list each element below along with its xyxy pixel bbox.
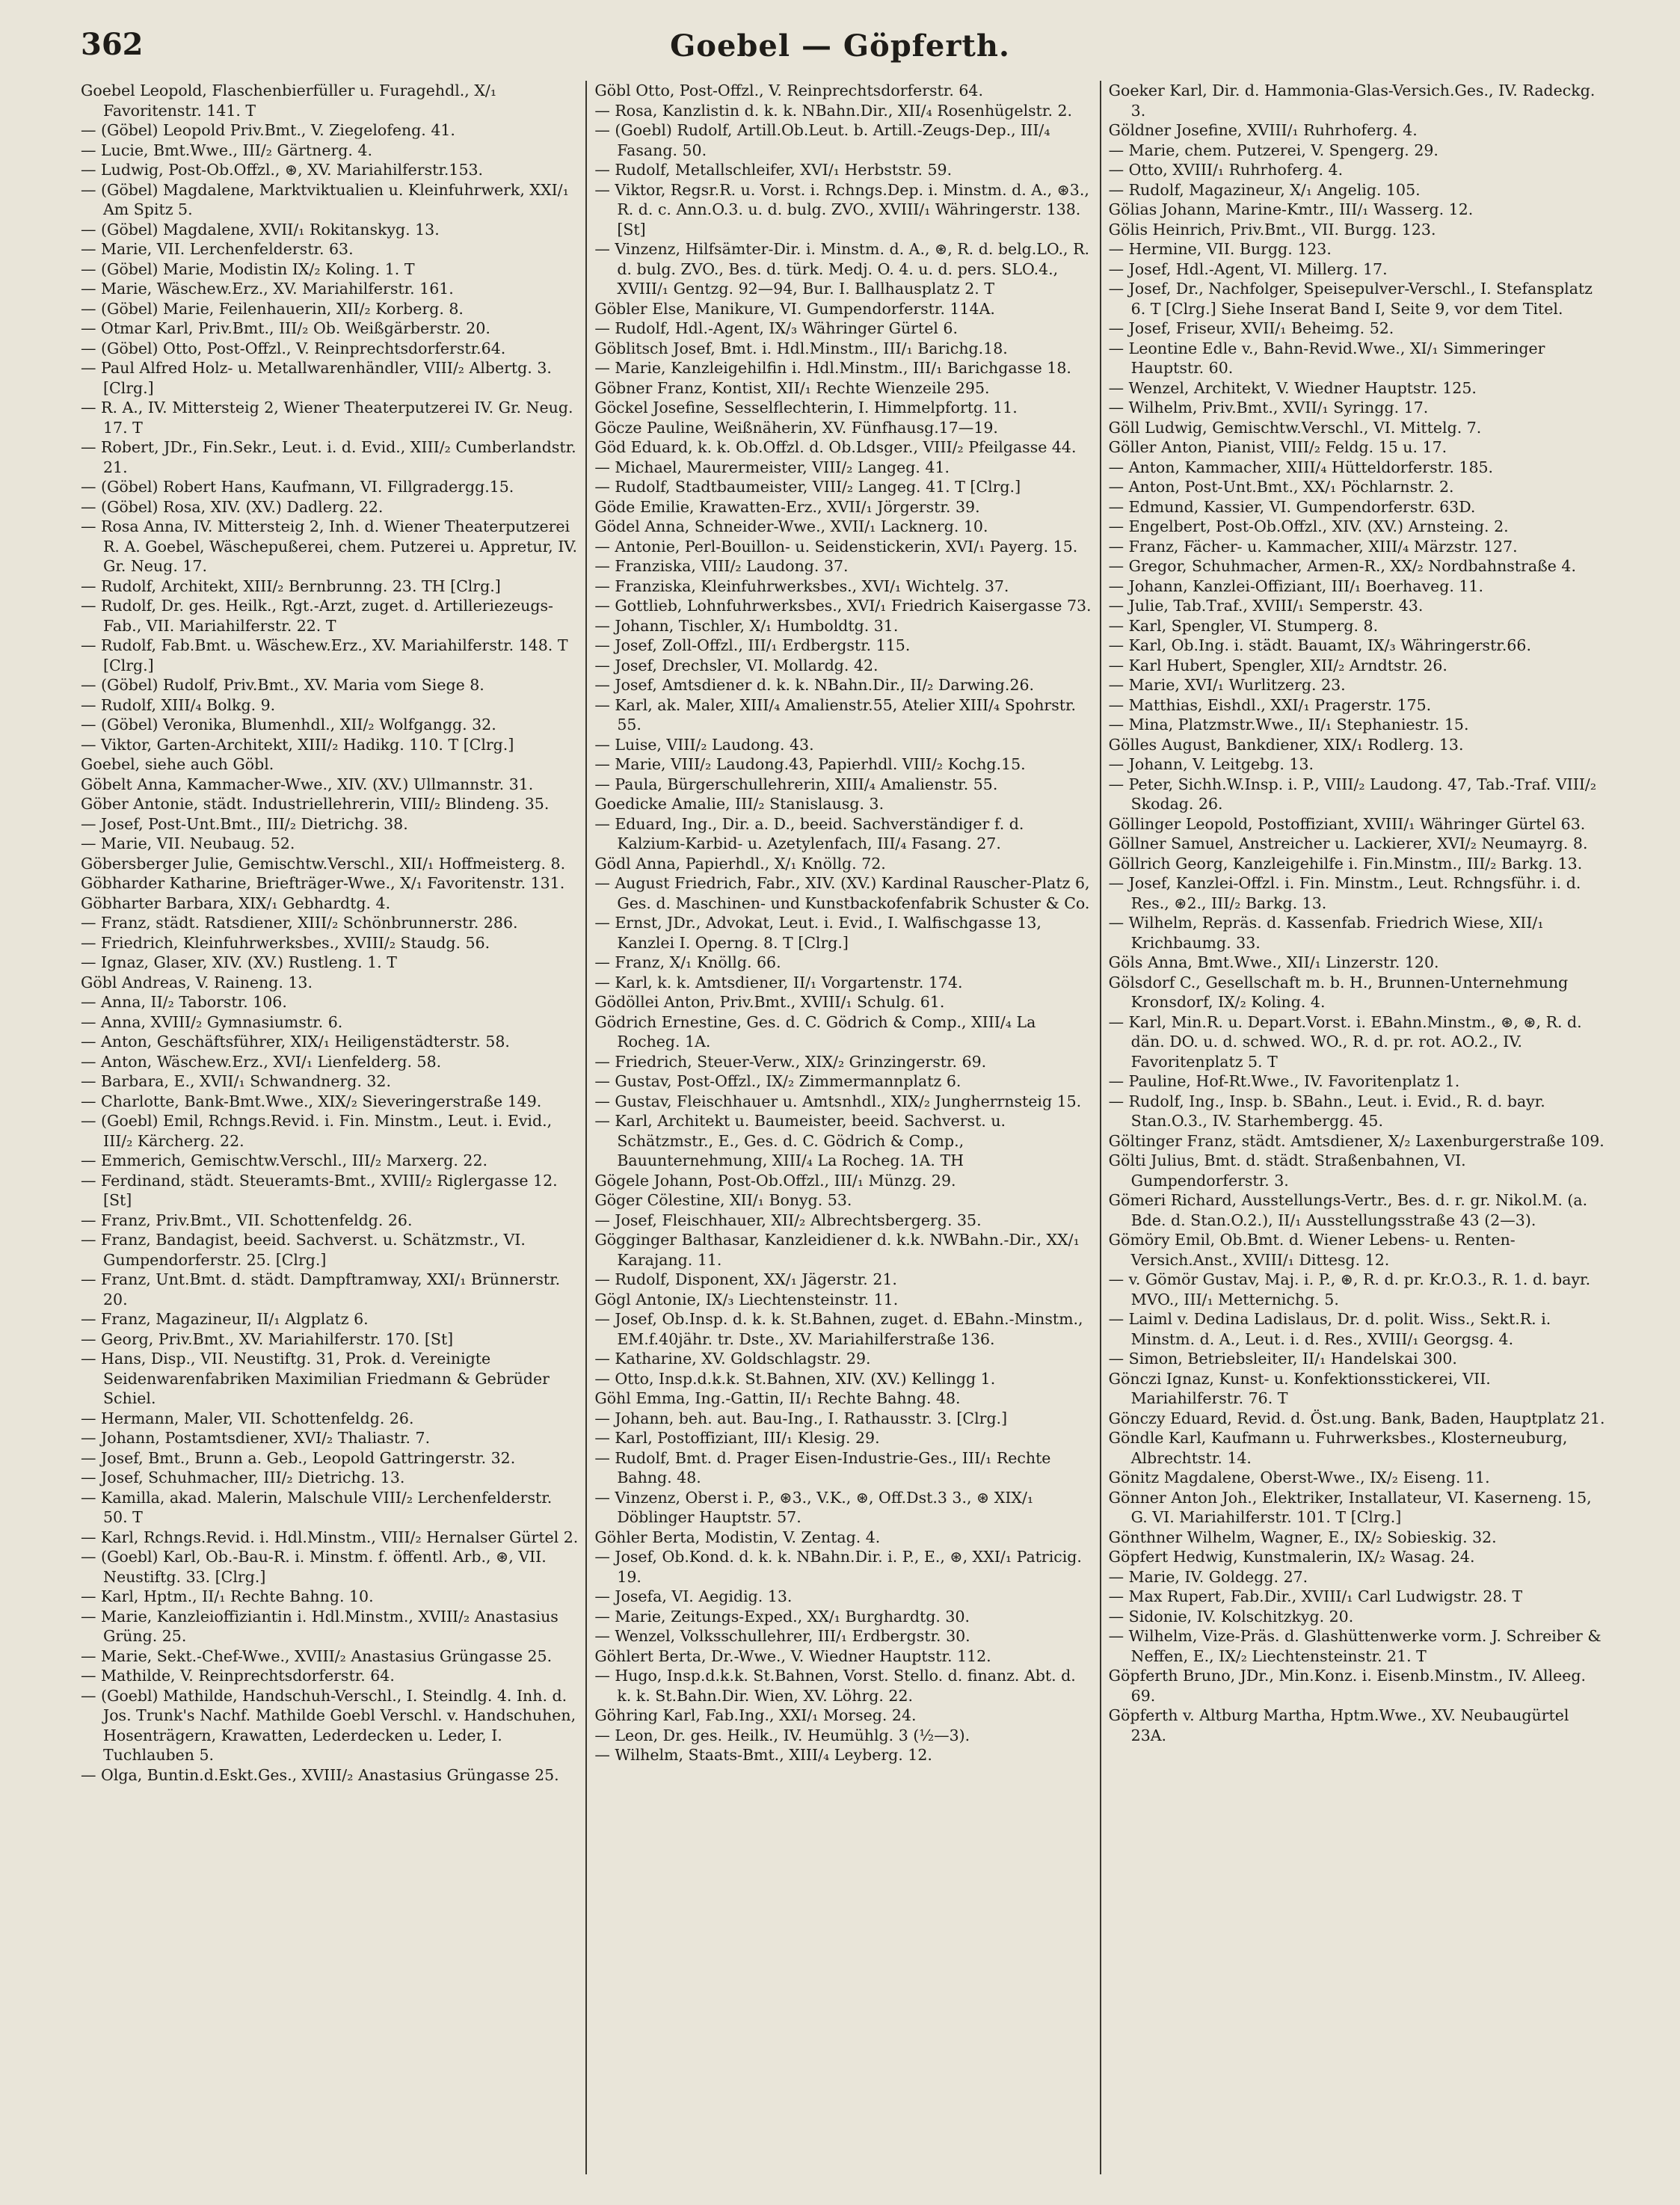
directory-entry: — Hugo, Insp.d.k.k. St.Bahnen, Vorst. Stello. d. finanz. Abt. d. k. k. St.Bahn.Dir. Wien, XV. Löhrg. 22. — [594, 1667, 1076, 1705]
directory-entry: Gönitz Magdalene, Oberst-Wwe., IX/₂ Eiseng. 11. — [1108, 1469, 1490, 1486]
directory-entry: — Franz, X/₁ Knöllg. 66. — [594, 953, 781, 971]
directory-entry: — Josefa, VI. Aegidig. 13. — [594, 1587, 793, 1605]
directory-entry: — Antonie, Perl-Bouillon- u. Seidenstickerin, XVI/₁ Payerg. 15. — [594, 537, 1078, 556]
directory-entry: — Matthias, Eishdl., XXI/₁ Pragerstr. 175. — [1108, 695, 1432, 714]
directory-entry: — Engelbert, Post-Ob.Offzl., XIV. (XV.) Arnsteing. 2. — [1108, 517, 1509, 535]
directory-entry: — Leon, Dr. ges. Heilk., IV. Heumühlg. 3 (½—3). — [594, 1726, 970, 1744]
directory-entry: — Marie, Wäschew.Erz., XV. Mariahilferstr. 161. — [81, 280, 454, 298]
directory-entry: — Josef, Drechsler, VI. Mollardg. 42. — [594, 656, 879, 674]
directory-entry: — v. Gömör Gustav, Maj. i. P., ⊛, R. d. pr. Kr.O.3., R. 1. d. bayr. MVO., III/₁ Metternichg. 5. — [1108, 1270, 1591, 1308]
directory-entry: — Karl, Min.R. u. Depart.Vorst. i. EBahn.Minstm., ⊛, ⊛, R. d. dän. DO. u. d. schwed. WO., R. d. pr. rot. AO.2., IV. Favoritenplatz 5. T — [1108, 1012, 1582, 1071]
directory-entry: — Karl Hubert, Spengler, XII/₂ Arndtstr. 26. — [1108, 656, 1447, 674]
directory-entry: — Anna, XVIII/₂ Gymnasiumstr. 6. — [81, 1012, 343, 1031]
directory-entry: — Rudolf, Architekt, XIII/₂ Bernbrunng. 23. TH [Clrg.] — [81, 576, 501, 595]
directory-entry: — Friedrich, Kleinfuhrwerksbes., XVIII/₂ Staudg. 56. — [81, 933, 490, 952]
directory-entry: Gömeri Richard, Ausstellungs-Vertr., Bes. d. r. gr. Nikol.M. (a. Bde. d. Stan.O.2.), II/₁ Ausstellungsstraße 43 (2—3). — [1108, 1191, 1588, 1229]
directory-entry: Gömöry Emil, Ob.Bmt. d. Wiener Lebens- u. Renten-Versich.Anst., XVIII/₁ Dittesg. 12. — [1108, 1231, 1516, 1269]
directory-entry: Göhring Karl, Fab.Ing., XXI/₁ Morseg. 24. — [594, 1706, 917, 1724]
directory-entry: Göbner Franz, Kontist, XII/₁ Rechte Wienzeile 295. — [594, 378, 990, 397]
directory-entry: — Josef, Dr., Nachfolger, Speisepulver-Verschl., I. Stefansplatz 6. T [Clrg.] Siehe Inserat Band I, Seite 9, vor dem Titel. — [1108, 280, 1593, 318]
directory-entry: — Rudolf, Magazineur, X/₁ Angelig. 105. — [1108, 180, 1421, 199]
directory-entry: — Paula, Bürgerschullehrerin, XIII/₄ Amalienstr. 55. — [594, 775, 998, 793]
directory-entry: — Friedrich, Steuer-Verw., XIX/₂ Grinzingerstr. 69. — [594, 1052, 987, 1071]
directory-entry: — Wilhelm, Staats-Bmt., XIII/₄ Leyberg. 12. — [594, 1746, 932, 1764]
directory-entry: — Otto, XVIII/₁ Ruhrhoferg. 4. — [1108, 161, 1344, 179]
directory-entry: — Mina, Platzmstr.Wwe., II/₁ Stephaniestr. 15. — [1108, 716, 1469, 734]
directory-entry: — Hermann, Maler, VII. Schottenfeldg. 26. — [81, 1409, 414, 1427]
directory-entry: — (Göbel) Magdalene, XVII/₁ Rokitanskyg. 13. — [81, 220, 440, 239]
directory-entry: — Karl, Postoffiziant, III/₁ Klesig. 29. — [594, 1429, 880, 1447]
directory-entry: — Anton, Geschäftsführer, XIX/₁ Heiligenstädterstr. 58. — [81, 1033, 510, 1051]
directory-entry: — (Göbel) Veronika, Blumenhdl., XII/₂ Wolfgangg. 32. — [81, 716, 496, 734]
directory-entry: — Josef, Bmt., Brunn a. Geb., Leopold Gattringerstr. 32. — [81, 1448, 516, 1467]
directory-entry: — Viktor, Garten-Architekt, XIII/₂ Hadikg. 110. T [Clrg.] — [81, 735, 514, 754]
directory-entry: Göckel Josefine, Sesselflechterin, I. Himmelpfortg. 11. — [594, 399, 1018, 416]
directory-columns — [81, 81, 1613, 2174]
directory-entry: — Luise, VIII/₂ Laudong. 43. — [594, 735, 814, 754]
column-2 — [585, 81, 1099, 2174]
directory-entry: — Marie, XVI/₁ Wurlitzerg. 23. — [1108, 676, 1346, 694]
directory-entry: — Franz, Priv.Bmt., VII. Schottenfeldg. 26. — [81, 1211, 413, 1229]
directory-entry: — Marie, Sekt.-Chef-Wwe., XVIII/₂ Anastasius Grüngasse 25. — [81, 1646, 553, 1665]
directory-entry: — Franz, städt. Ratsdiener, XIII/₂ Schönbrunnerstr. 286. — [81, 914, 518, 932]
directory-entry: — (Goebl) Mathilde, Handschuh-Verschl., I. Steindlg. 4. Inh. d. Jos. Trunk's Nachf. Mathilde Goebl Verschl. v. Handschuhen, Hosenträgern, Krawatten, Lederdecken u. Leder, I. Tuchlauben 5. — [81, 1686, 576, 1764]
directory-entry: — Katharine, XV. Goldschlagstr. 29. — [594, 1350, 871, 1368]
directory-entry: — Marie, VIII/₂ Laudong.43, Papierhdl. VIII/₂ Kochg.15. — [594, 755, 1026, 773]
directory-entry: — Josef, Amtsdiener d. k. k. NBahn.Dir., II/₂ Darwing.26. — [594, 676, 1035, 694]
directory-entry: — Anton, Wäschew.Erz., XVI/₁ Lienfelderg. 58. — [81, 1052, 442, 1071]
directory-entry: — Wilhelm, Repräs. d. Kassenfab. Friedrich Wiese, XII/₁ Krichbaumg. 33. — [1108, 914, 1544, 952]
directory-entry: — Josef, Schuhmacher, III/₂ Dietrichg. 13. — [81, 1469, 405, 1486]
directory-entry: — (Göbel) Robert Hans, Kaufmann, VI. Fillgradergg.15. — [81, 478, 514, 496]
directory-entry: — Johann, Tischler, X/₁ Humboldtg. 31. — [594, 616, 899, 635]
directory-entry: — Johann, V. Leitgebg. 13. — [1108, 755, 1314, 773]
directory-entry: Göll Ludwig, Gemischtw.Verschl., VI. Mittelg. 7. — [1108, 418, 1482, 437]
directory-entry: — Rosa Anna, IV. Mittersteig 2, Inh. d. Wiener Theaterputzerei R. A. Goebel, Wäschepußerei, chem. Putzerei u. Appretur, IV. Gr. Neug. 17. — [81, 517, 578, 575]
directory-entry: — Franz, Bandagist, beeid. Sachverst. u. Schätzmstr., VI. Gumpendorferstr. 25. [Clrg.] — [81, 1231, 526, 1269]
directory-entry: — (Göbel) Marie, Feilenhauerin, XII/₂ Korberg. 8. — [81, 299, 464, 318]
directory-entry: — (Goebl) Rudolf, Artill.Ob.Leut. b. Artill.-Zeugs-Dep., III/₄ Fasang. 50. — [594, 121, 1050, 159]
directory-entry: — Sidonie, IV. Kolschitzkyg. 20. — [1108, 1607, 1354, 1626]
directory-entry: — Leontine Edle v., Bahn-Revid.Wwe., XI/₁ Simmeringer Hauptstr. 60. — [1108, 339, 1545, 377]
directory-entry: — Wilhelm, Priv.Bmt., XVII/₁ Syringg. 17. — [1108, 399, 1429, 416]
directory-entry: — Rudolf, Ing., Insp. b. SBahn., Leut. i. Evid., R. d. bayr. Stan.O.3., IV. Starhembergg. 45. — [1108, 1092, 1545, 1130]
directory-entry: — Josef, Ob.Insp. d. k. k. St.Bahnen, zuget. d. EBahn.-Minstm., EM.f.40jähr. tr. Dste., XV. Mariahilferstraße 136. — [594, 1310, 1083, 1348]
directory-entry: — Josef, Friseur, XVII/₁ Beheimg. 52. — [1108, 319, 1394, 337]
directory-entry: — Vinzenz, Oberst i. P., ⊛3., V.K., ⊛, Off.Dst.3 3., ⊛ XIX/₁ Döblinger Hauptstr. 57. — [594, 1488, 1034, 1526]
directory-entry: — Simon, Betriebsleiter, II/₁ Handelskai 300. — [1108, 1350, 1457, 1368]
directory-entry: — Karl, k. k. Amtsdiener, II/₁ Vorgartenstr. 174. — [594, 973, 963, 991]
column-1 — [81, 81, 585, 2174]
directory-entry: Goebel Leopold, Flaschenbierfüller u. Furagehdl., X/₁ Favoritenstr. 141. T — [81, 82, 497, 120]
directory-entry: — Marie, Zeitungs-Exped., XX/₁ Burghardtg. 30. — [594, 1607, 970, 1626]
directory-entry: Göbharter Barbara, XIX/₁ Gebhardtg. 4. — [81, 894, 391, 912]
directory-entry: — Robert, JDr., Fin.Sekr., Leut. i. d. Evid., XIII/₂ Cumberlandstr. 21. — [81, 438, 576, 476]
page-number: 362 — [81, 27, 144, 62]
directory-entry: — Wenzel, Volksschullehrer, III/₁ Erdbergstr. 30. — [594, 1627, 970, 1645]
directory-entry: — Anton, Post-Unt.Bmt., XX/₁ Pöchlarnstr. 2. — [1108, 478, 1454, 496]
directory-entry: — Gustav, Fleischhauer u. Amtsnhdl., XIX/₂ Jungherrnsteig 15. — [594, 1092, 1082, 1110]
directory-entry: Goebel, siehe auch Göbl. — [81, 755, 274, 773]
directory-entry: Göller Anton, Pianist, VIII/₂ Feldg. 15 u. 17. — [1108, 438, 1447, 456]
directory-entry: Gönthner Wilhelm, Wagner, E., IX/₂ Sobieskig. 32. — [1108, 1528, 1497, 1546]
directory-entry: — Rudolf, Hdl.-Agent, IX/₃ Währinger Gürtel 6. — [594, 319, 958, 337]
directory-entry: — Ernst, JDr., Advokat, Leut. i. Evid., I. Walfischgasse 13, Kanzlei I. Operng. 8. T [Clrg.] — [594, 914, 1041, 952]
directory-entry: — Max Rupert, Fab.Dir., XVIII/₁ Carl Ludwigstr. 28. T — [1108, 1587, 1523, 1605]
directory-entry: Gönczi Ignaz, Kunst- u. Konfektionsstickerei, VII. Mariahilferstr. 76. T — [1108, 1369, 1491, 1407]
directory-entry: — (Goebl) Karl, Ob.-Bau-R. i. Minstm. f. öffentl. Arb., ⊛, VII. Neustiftg. 33. [Clrg.] — [81, 1548, 547, 1586]
directory-entry: — Wenzel, Architekt, V. Wiedner Hauptstr. 125. — [1108, 378, 1477, 397]
directory-entry: — Josef, Post-Unt.Bmt., III/₂ Dietrichg. 38. — [81, 814, 408, 833]
directory-entry: — Josef, Hdl.-Agent, VI. Millerg. 17. — [1108, 259, 1388, 278]
directory-entry: Göls Anna, Bmt.Wwe., XII/₁ Linzerstr. 120. — [1108, 953, 1439, 971]
directory-entry: — Michael, Maurermeister, VIII/₂ Langeg. 41. — [594, 458, 950, 476]
directory-entry: — Laiml v. Dedina Ladislaus, Dr. d. polit. Wiss., Sekt.R. i. Minstm. d. A., Leut. i. d. Res., XVIII/₁ Georgsg. 4. — [1108, 1310, 1551, 1348]
directory-entry: Goeker Karl, Dir. d. Hammonia-Glas-Versich.Ges., IV. Radeckg. 3. — [1108, 82, 1596, 120]
directory-entry: Goedicke Amalie, III/₂ Stanislausg. 3. — [594, 795, 884, 813]
directory-entry: Gölis Heinrich, Priv.Bmt., VII. Burgg. 123. — [1108, 220, 1436, 239]
directory-entry: — Karl, Rchngs.Revid. i. Hdl.Minstm., VIII/₂ Hernalser Gürtel 2. — [81, 1528, 579, 1546]
directory-entry: — August Friedrich, Fabr., XIV. (XV.) Kardinal Rauscher-Platz 6, Ges. d. Maschinen- und Kunstbackofenfabrik Schuster & Co. — [594, 874, 1090, 912]
directory-entry: — Hans, Disp., VII. Neustiftg. 31, Prok. d. Vereinigte Seidenwarenfabriken Maximilian Friedmann & Gebrüder Schiel. — [81, 1350, 550, 1407]
directory-entry: — Eduard, Ing., Dir. a. D., beeid. Sachverständiger f. d. Kalzium-Karbid- u. Azetylenfach, III/₄ Fasang. 27. — [594, 814, 1024, 852]
directory-entry: Göbler Else, Manikure, VI. Gumpendorferstr. 114A. — [594, 299, 995, 318]
directory-entry: — Ignaz, Glaser, XIV. (XV.) Rustleng. 1. T — [81, 953, 397, 971]
directory-entry: — Karl, Ob.Ing. i. städt. Bauamt, IX/₃ Währingerstr.66. — [1108, 636, 1531, 654]
directory-entry: — Barbara, E., XVII/₁ Schwandnerg. 32. — [81, 1072, 391, 1090]
directory-entry: Gölles August, Bankdiener, XIX/₁ Rodlerg. 13. — [1108, 735, 1464, 754]
directory-entry: Göllner Samuel, Anstreicher u. Lackierer, XVI/₂ Neumayrg. 8. — [1108, 834, 1588, 852]
directory-entry: Göber Antonie, städt. Industriellehrerin, VIII/₂ Blindeng. 35. — [81, 795, 550, 813]
directory-entry: — Mathilde, V. Reinprechtsdorferstr. 64. — [81, 1667, 395, 1685]
directory-entry: Gödrich Ernestine, Ges. d. C. Gödrich & Comp., XIII/₄ La Rocheg. 1A. — [594, 1012, 1036, 1051]
directory-entry: — Rosa, Kanzlistin d. k. k. NBahn.Dir., XII/₄ Rosenhügelstr. 2. — [594, 101, 1073, 120]
directory-entry: Göbharder Katharine, Briefträger-Wwe., X/₁ Favoritenstr. 131. — [81, 874, 565, 892]
directory-entry: — Olga, Buntin.d.Eskt.Ges., XVIII/₂ Anastasius Grüngasse 25. — [81, 1765, 559, 1784]
directory-entry: — Anton, Kammacher, XIII/₄ Hütteldorferstr. 185. — [1108, 458, 1494, 476]
directory-entry: Gölti Julius, Bmt. d. städt. Straßenbahnen, VI. Gumpendorferstr. 3. — [1108, 1151, 1466, 1190]
directory-entry: — Anna, II/₂ Taborstr. 106. — [81, 993, 287, 1011]
directory-entry: Göpfert Hedwig, Kunstmalerin, IX/₂ Wasag. 24. — [1108, 1548, 1475, 1566]
directory-entry: — Charlotte, Bank-Bmt.Wwe., XIX/₂ Sieveringerstraße 149. — [81, 1092, 542, 1110]
directory-entry: — Marie, chem. Putzerei, V. Spengerg. 29. — [1108, 141, 1439, 159]
running-head: Goebel — Göpferth. — [670, 28, 1010, 64]
directory-entry: Göndle Karl, Kaufmann u. Fuhrwerksbes., Klosterneuburg, Albrechtstr. 14. — [1108, 1429, 1568, 1467]
directory-entry: — Franz, Fächer- u. Kammacher, XIII/₄ Märzstr. 127. — [1108, 537, 1518, 556]
directory-entry: Göbl Andreas, V. Raineng. 13. — [81, 973, 313, 991]
directory-entry: — Rudolf, Metallschleifer, XVI/₁ Herbststr. 59. — [594, 161, 953, 179]
directory-entry: Gönczy Eduard, Revid. d. Öst.ung. Bank, Baden, Hauptplatz 21. — [1108, 1409, 1605, 1427]
directory-entry: — Karl, ak. Maler, XIII/₄ Amalienstr.55, Atelier XIII/₄ Spohrstr. 55. — [594, 695, 1077, 734]
directory-entry: Gödl Anna, Papierhdl., X/₁ Knöllg. 72. — [594, 854, 886, 873]
directory-entry: — (Göbel) Magdalene, Marktviktualien u. Kleinfuhrwerk, XXI/₁ Am Spitz 5. — [81, 180, 569, 218]
directory-entry: — Pauline, Hof-Rt.Wwe., IV. Favoritenplatz 1. — [1108, 1072, 1460, 1090]
directory-entry: — Rudolf, Dr. ges. Heilk., Rgt.-Arzt, zuget. d. Artilleriezeugs-Fab., VII. Mariahilferstr. 22. T — [81, 597, 553, 635]
directory-entry: — Ferdinand, städt. Steueramts-Bmt., XVIII/₂ Riglergasse 12. [St] — [81, 1171, 558, 1209]
directory-entry: Göhlert Berta, Dr.-Wwe., V. Wiedner Hauptstr. 112. — [594, 1646, 991, 1665]
directory-entry: — Georg, Priv.Bmt., XV. Mariahilferstr. 170. [St] — [81, 1329, 454, 1348]
directory-entry: — Karl, Hptm., II/₁ Rechte Bahng. 10. — [81, 1587, 374, 1605]
directory-entry: Göger Cölestine, XII/₁ Bonyg. 53. — [594, 1191, 852, 1209]
directory-entry: Göldner Josefine, XVIII/₁ Ruhrhoferg. 4. — [1108, 121, 1418, 139]
directory-entry: — Lucie, Bmt.Wwe., III/₂ Gärtnerg. 4. — [81, 141, 373, 159]
directory-entry: Gölias Johann, Marine-Kmtr., III/₁ Wasserg. 12. — [1108, 200, 1474, 218]
directory-entry: Gögl Antonie, IX/₃ Liechtensteinstr. 11. — [594, 1290, 899, 1308]
directory-entry: Göhl Emma, Ing.-Gattin, II/₁ Rechte Bahng. 48. — [594, 1389, 961, 1407]
directory-entry: — Karl, Spengler, VI. Stumperg. 8. — [1108, 616, 1379, 635]
directory-entry: — Otto, Insp.d.k.k. St.Bahnen, XIV. (XV.) Kellingg 1. — [594, 1369, 996, 1388]
directory-entry: Göpferth Bruno, JDr., Min.Konz. i. Eisenb.Minstm., IV. Alleeg. 69. — [1108, 1667, 1587, 1705]
directory-entry: — Johann, Kanzlei-Offiziant, III/₁ Boerhaveg. 11. — [1108, 576, 1483, 595]
directory-entry: — Gregor, Schuhmacher, Armen-R., XX/₂ Nordbahnstraße 4. — [1108, 557, 1576, 575]
directory-entry: — Rudolf, Fab.Bmt. u. Wäschew.Erz., XV. Mariahilferstr. 148. T [Clrg.] — [81, 636, 568, 674]
directory-entry: — Gustav, Post-Offzl., IX/₂ Zimmermannplatz 6. — [594, 1072, 961, 1090]
directory-entry: — Hermine, VII. Burgg. 123. — [1108, 240, 1332, 258]
directory-entry: — Josef, Zoll-Offzl., III/₁ Erdbergstr. 115. — [594, 636, 911, 654]
directory-entry: — (Göbel) Marie, Modistin IX/₂ Koling. 1. T — [81, 259, 415, 278]
directory-entry: — Kamilla, akad. Malerin, Malschule VIII/₂ Lerchenfelderstr. 50. T — [81, 1488, 553, 1526]
directory-entry: — Rudolf, Disponent, XX/₁ Jägerstr. 21. — [594, 1270, 897, 1288]
directory-entry: — (Göbel) Rosa, XIV. (XV.) Dadlerg. 22. — [81, 497, 384, 516]
directory-entry: — Franziska, VIII/₂ Laudong. 37. — [594, 557, 849, 575]
directory-entry: — Otmar Karl, Priv.Bmt., III/₂ Ob. Weißgärberstr. 20. — [81, 319, 490, 337]
directory-entry: — Franz, Unt.Bmt. d. städt. Dampftramway, XXI/₁ Brünnerstr. 20. — [81, 1270, 561, 1308]
directory-entry: — Viktor, Regsr.R. u. Vorst. i. Rchngs.Dep. i. Minstm. d. A., ⊛3., R. d. c. Ann.O.3. u. d. bulg. ZVO., XVIII/₁ Währingerstr. 138. [St] — [594, 180, 1089, 239]
directory-entry: Göbersberger Julie, Gemischtw.Verschl., XII/₁ Hoffmeisterg. 8. — [81, 854, 566, 873]
directory-entry: — Franz, Magazineur, II/₁ Algplatz 6. — [81, 1310, 369, 1328]
directory-entry: — Marie, IV. Goldegg. 27. — [1108, 1567, 1308, 1586]
directory-entry: — Marie, Kanzleigehilfin i. Hdl.Minstm., III/₁ Barichgasse 18. — [594, 359, 1071, 377]
directory-entry: — Gottlieb, Lohnfuhrwerksbes., XVI/₁ Friedrich Kaisergasse 73. — [594, 597, 1092, 615]
directory-entry: Göde Emilie, Krawatten-Erz., XVII/₁ Jörgerstr. 39. — [594, 497, 980, 516]
directory-entry: Göltinger Franz, städt. Amtsdiener, X/₂ Laxenburgerstraße 109. — [1108, 1131, 1604, 1150]
directory-entry: — (Göbel) Otto, Post-Offzl., V. Reinprechtsdorferstr.64. — [81, 339, 506, 357]
directory-entry: — Peter, Sichh.W.Insp. i. P., VIII/₂ Laudong. 47, Tab.-Traf. VIII/₂ Skodag. 26. — [1108, 775, 1597, 813]
directory-entry: — Paul Alfred Holz- u. Metallwarenhändler, VIII/₂ Albertg. 3. [Clrg.] — [81, 359, 552, 397]
directory-entry: — R. A., IV. Mittersteig 2, Wiener Theaterputzerei IV. Gr. Neug. 17. T — [81, 399, 573, 437]
directory-entry: Göd Eduard, k. k. Ob.Offzl. d. Ob.Ldsger., VIII/₂ Pfeilgasse 44. — [594, 438, 1077, 456]
directory-entry: — Marie, VII. Lerchenfelderstr. 63. — [81, 240, 354, 258]
directory-entry: Gögginger Balthasar, Kanzleidiener d. k.k. NWBahn.-Dir., XX/₁ Karajang. 11. — [594, 1231, 1080, 1269]
directory-entry: — Wilhelm, Vize-Präs. d. Glashüttenwerke vorm. J. Schreiber & Neffen, E., IX/₂ Liechtensteinstr. 21. T — [1108, 1627, 1601, 1665]
directory-entry: — (Goebl) Emil, Rchngs.Revid. i. Fin. Minstm., Leut. i. Evid., III/₂ Kärcherg. 22. — [81, 1112, 553, 1150]
directory-entry: — Josef, Fleischhauer, XII/₂ Albrechtsbergerg. 35. — [594, 1211, 982, 1229]
directory-entry: — Vinzenz, Hilfsämter-Dir. i. Minstm. d. A., ⊛, R. d. belg.LO., R. d. bulg. ZVO., Bes. d. türk. Medj. O. 4. u. d. pers. SLO.4., XVIII/₁ Gentzg. 92—94, Bur. I. Ballhausplatz 2. T — [594, 240, 1090, 298]
directory-entry: — Ludwig, Post-Ob.Offzl., ⊛, XV. Mariahilferstr.153. — [81, 161, 484, 179]
directory-entry: — Franziska, Kleinfuhrwerksbes., XVI/₁ Wichtelg. 37. — [594, 576, 1009, 595]
directory-entry: — Josef, Ob.Kond. d. k. k. NBahn.Dir. i. P., E., ⊛, XXI/₁ Patricig. 19. — [594, 1548, 1082, 1586]
directory-entry: Göbl Otto, Post-Offzl., V. Reinprechtsdorferstr. 64. — [594, 82, 983, 99]
directory-entry: Gögele Johann, Post-Ob.Offzl., III/₁ Münzg. 29. — [594, 1171, 956, 1190]
directory-entry: Göpferth v. Altburg Martha, Hptm.Wwe., XV. Neubaugürtel 23A. — [1108, 1706, 1569, 1744]
directory-entry: — Josef, Kanzlei-Offzl. i. Fin. Minstm., Leut. Rchngsführ. i. d. Res., ⊛2., III/₂ Barkg. 13. — [1108, 874, 1581, 912]
directory-entry: Gölsdorf C., Gesellschaft m. b. H., Brunnen-Unternehmung Kronsdorf, IX/₂ Koling. 4. — [1108, 973, 1569, 1011]
directory-entry: Gönner Anton Joh., Elektriker, Installateur, VI. Kaserneng. 15, G. VI. Mariahilferstr. 101. T [Clrg.] — [1108, 1488, 1592, 1526]
directory-entry: — Johann, Postamtsdiener, XVI/₂ Thaliastr. 7. — [81, 1429, 431, 1447]
directory-entry: Göblitsch Josef, Bmt. i. Hdl.Minstm., III/₁ Barichg.18. — [594, 339, 1008, 357]
directory-entry: — Marie, Kanzleioffiziantin i. Hdl.Minstm., XVIII/₂ Anastasius Grüng. 25. — [81, 1607, 559, 1645]
directory-entry: Göllrich Georg, Kanzleigehilfe i. Fin.Minstm., III/₂ Barkg. 13. — [1108, 854, 1583, 873]
directory-entry: — Marie, VII. Neubaug. 52. — [81, 834, 295, 852]
directory-entry: — Rudolf, Bmt. d. Prager Eisen-Industrie-Ges., III/₁ Rechte Bahng. 48. — [594, 1448, 1051, 1486]
directory-entry: — Rudolf, Stadtbaumeister, VIII/₂ Langeg. 41. T [Clrg.] — [594, 478, 1021, 496]
directory-entry: — Emmerich, Gemischtw.Verschl., III/₂ Marxerg. 22. — [81, 1151, 488, 1169]
directory-entry: Göhler Berta, Modistin, V. Zentag. 4. — [594, 1528, 881, 1546]
directory-entry: — Johann, beh. aut. Bau-Ing., I. Rathausstr. 3. [Clrg.] — [594, 1409, 1008, 1427]
directory-entry: Gödel Anna, Schneider-Wwe., XVII/₁ Lacknerg. 10. — [594, 517, 988, 535]
directory-entry: — Edmund, Kassier, VI. Gumpendorferstr. 63D. — [1108, 497, 1476, 516]
directory-entry: — (Göbel) Rudolf, Priv.Bmt., XV. Maria vom Siege 8. — [81, 676, 484, 694]
directory-entry: — Rudolf, XIII/₄ Bolkg. 9. — [81, 695, 276, 714]
directory-entry: Göbelt Anna, Kammacher-Wwe., XIV. (XV.) Ullmannstr. 31. — [81, 775, 534, 793]
directory-entry: — (Göbel) Leopold Priv.Bmt., V. Ziegelofeng. 41. — [81, 121, 455, 139]
directory-entry: Göcze Pauline, Weißnäherin, XV. Fünfhausg.17—19. — [594, 418, 998, 437]
directory-entry: Göllinger Leopold, Postoffiziant, XVIII/₁ Währinger Gürtel 63. — [1108, 814, 1586, 833]
directory-entry: — Karl, Architekt u. Baumeister, beeid. Sachverst. u. Schätzmstr., E., Ges. d. C. Gödrich & Comp., Bauunternehmung, XIII/₄ La Rocheg. 1A. TH — [594, 1112, 1006, 1169]
directory-entry: — Julie, Tab.Traf., XVIII/₁ Semperstr. 43. — [1108, 597, 1424, 615]
column-3 — [1100, 81, 1613, 2174]
directory-entry: Gödöllei Anton, Priv.Bmt., XVIII/₁ Schulg. 61. — [594, 993, 945, 1011]
